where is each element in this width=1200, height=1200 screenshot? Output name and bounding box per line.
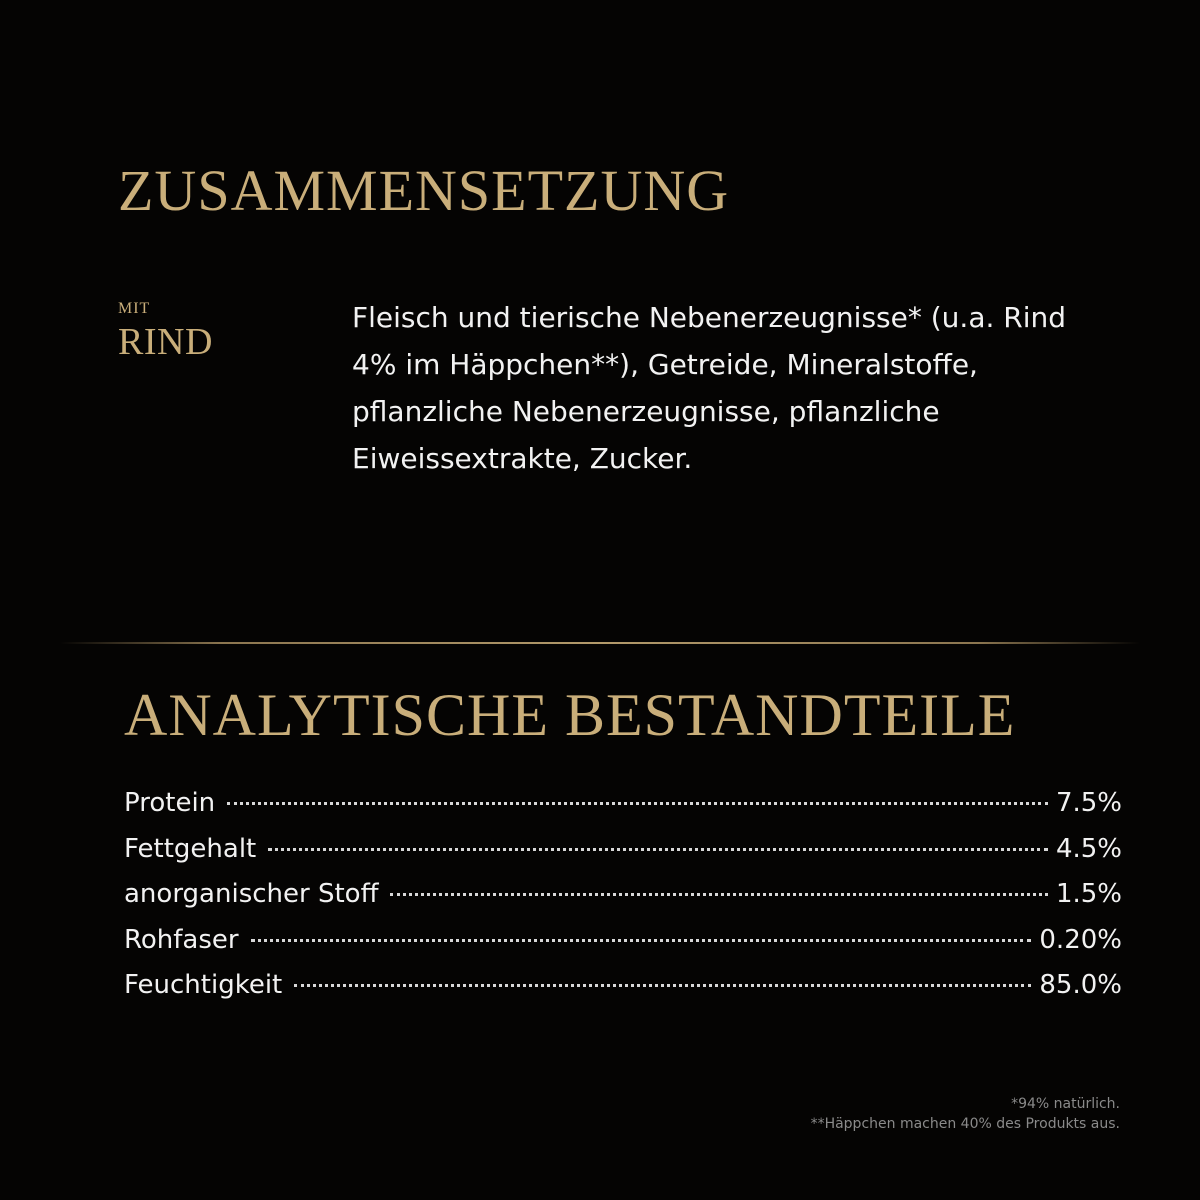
analytics-row bbox=[124, 834, 1122, 880]
analytics-row bbox=[124, 879, 1122, 925]
composition-title: ZUSAMMENSETZUNG bbox=[118, 158, 730, 223]
analytics-label: Fettgehalt bbox=[124, 833, 257, 864]
dot-leader bbox=[294, 984, 1031, 987]
analytics-list bbox=[124, 788, 1122, 1016]
analytics-value: 1.5% bbox=[1055, 879, 1122, 909]
variant-label bbox=[118, 300, 213, 364]
variant-name: RIND bbox=[118, 321, 213, 363]
footnote: *94% natürlich. bbox=[1011, 1096, 1120, 1112]
dot-leader bbox=[268, 848, 1048, 851]
analytics-label: Protein bbox=[124, 788, 216, 818]
analytics-row bbox=[124, 925, 1122, 971]
analytics-value: 4.5% bbox=[1055, 833, 1122, 864]
dot-leader bbox=[227, 802, 1048, 805]
ingredients-text: Fleisch und tierische Nebenerzeugnisse* (u.a. Rind 4% im Häppchen**), Getreide, Mineralstoffe, pflanzliche Nebenerzeugnisse, pflanzliche Eiweissextrakte, Zucker. bbox=[352, 301, 1067, 475]
dot-leader bbox=[390, 893, 1047, 896]
analytics-label: anorganischer Stoff bbox=[124, 879, 379, 909]
analytics-title: ANALYTISCHE BESTANDTEILE bbox=[124, 682, 1016, 748]
variant-prefix: MIT bbox=[118, 300, 151, 317]
analytics-label: Feuchtigkeit bbox=[124, 970, 283, 1000]
analytics-value: 7.5% bbox=[1055, 788, 1122, 818]
analytics-value: 85.0% bbox=[1039, 970, 1122, 1000]
section-divider bbox=[60, 642, 1140, 644]
dot-leader bbox=[251, 939, 1032, 942]
footnote: **Häppchen machen 40% des Produkts aus. bbox=[810, 1116, 1120, 1132]
analytics-row bbox=[124, 788, 1122, 834]
footnotes bbox=[811, 1094, 1120, 1134]
analytics-label: Rohfaser bbox=[124, 924, 239, 955]
analytics-value: 0.20% bbox=[1039, 924, 1122, 955]
analytics-row bbox=[124, 970, 1122, 1016]
